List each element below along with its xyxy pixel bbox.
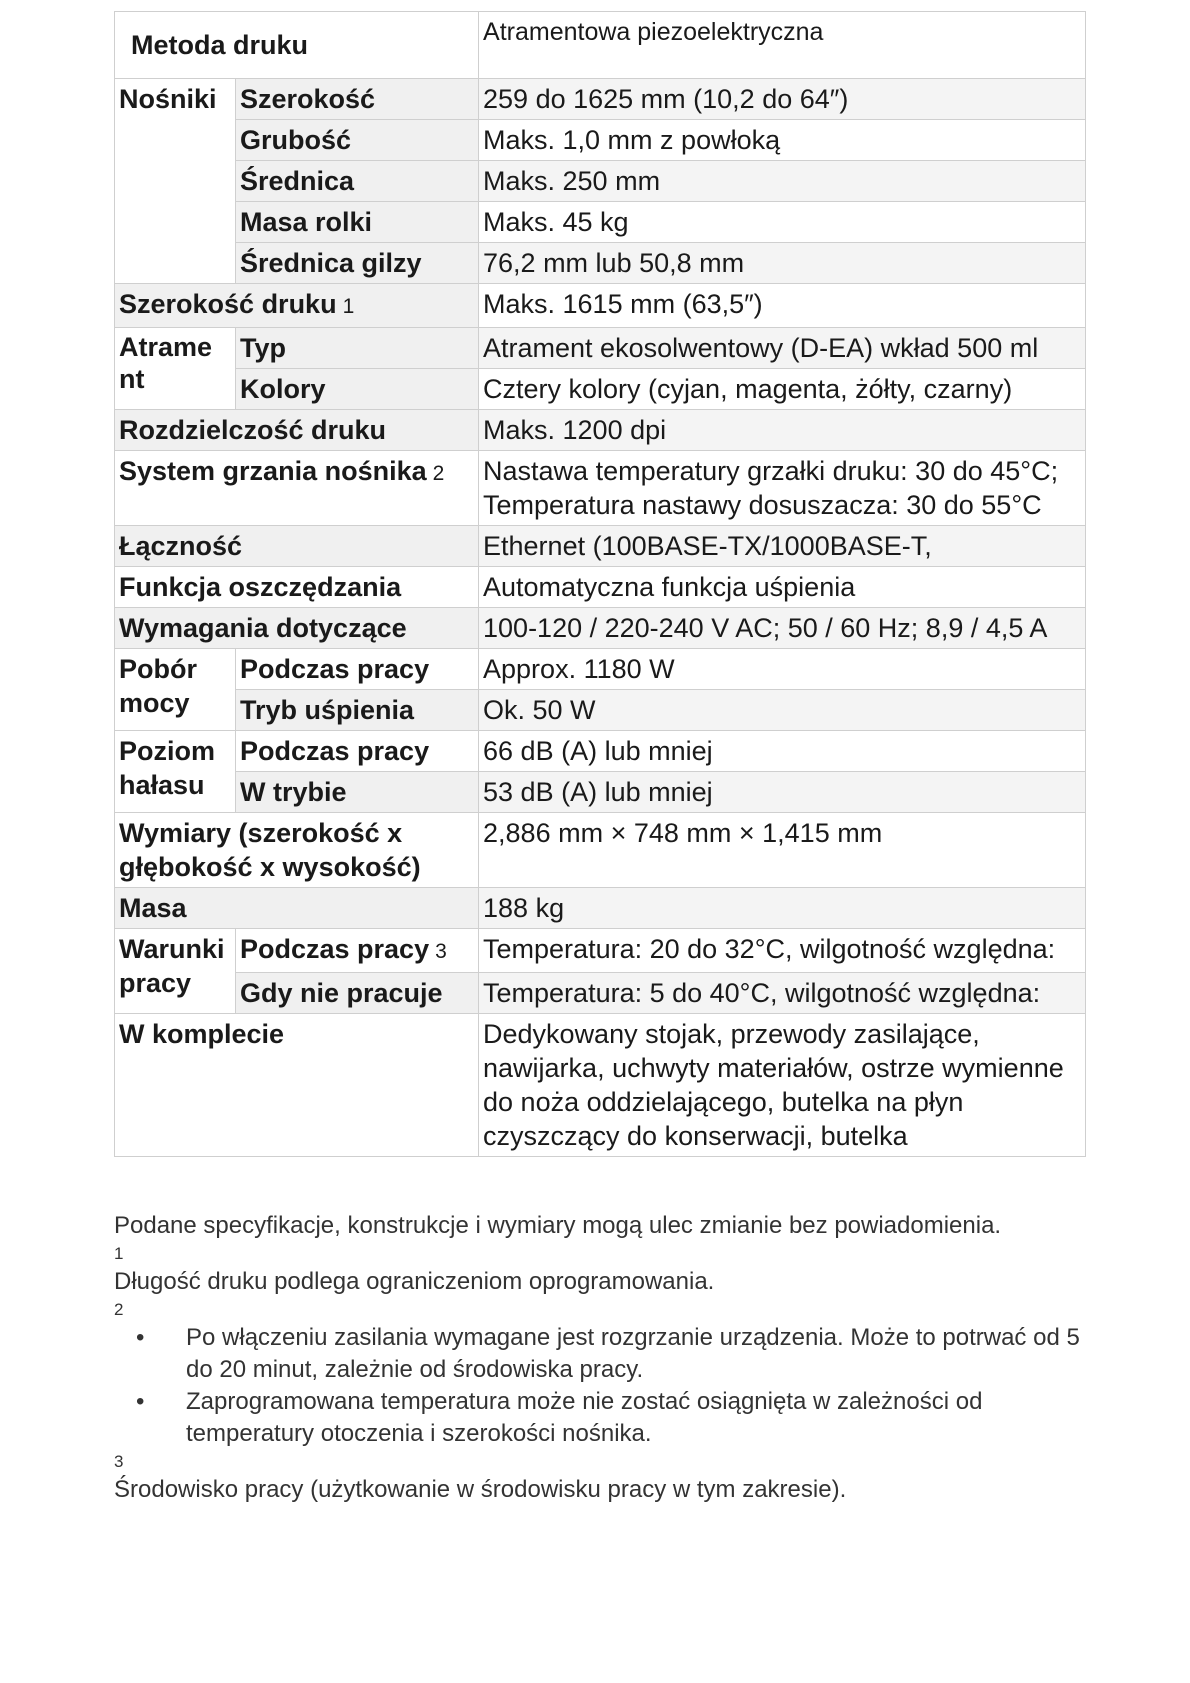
row-value: 53 dB (A) lub mniej xyxy=(479,772,1086,813)
label-text: Podczas pracy xyxy=(240,934,430,964)
row-label xyxy=(115,284,479,328)
row-value: Dedykowany stojak, przewody zasilające, nawijarka, uchwyty materiałów, ostrze wymienne do noża oddzielającego, butelka na płyn czyszczący do konserwacji, butelka xyxy=(479,1014,1086,1157)
row-value: 188 kg xyxy=(479,888,1086,929)
table-row xyxy=(115,410,1086,451)
row-sublabel: Średnica gilzy xyxy=(236,243,479,284)
row-label: Łączność xyxy=(115,526,479,567)
row-value: Temperatura: 20 do 32°C, wilgotność względna: xyxy=(479,929,1086,973)
row-value: Ok. 50 W xyxy=(479,690,1086,731)
row-sublabel xyxy=(236,929,479,973)
table-row xyxy=(115,567,1086,608)
group-label: Atrame nt xyxy=(115,328,236,410)
list-item: • Zaprogramowana temperatura może nie zostać osiągnięta w zależności od temperatury otoczenia i szerokości nośnika. xyxy=(186,1386,1104,1450)
table-row xyxy=(115,120,1086,161)
row-value xyxy=(479,451,1086,526)
table-row xyxy=(115,202,1086,243)
row-sublabel: Gdy nie pracuje xyxy=(236,973,479,1014)
row-value: Atramentowa piezoelektryczna xyxy=(479,12,1086,79)
footnote-1-text: Długość druku podlega ograniczeniom oprogramowania. xyxy=(114,1268,715,1295)
footnotes xyxy=(114,1210,1104,1506)
table-row xyxy=(115,731,1086,772)
row-sublabel: W trybie xyxy=(236,772,479,813)
table-row xyxy=(115,929,1086,973)
row-value: 2,886 mm × 748 mm × 1,415 mm xyxy=(479,813,1086,888)
footnote-2-list xyxy=(114,1322,1104,1450)
group-label: Poziom hałasu xyxy=(115,731,236,813)
table-row xyxy=(115,1014,1086,1157)
value-line: Temperatura nastawy dosuszacza: 30 do 55°C xyxy=(483,490,1042,520)
row-value: Approx. 1180 W xyxy=(479,649,1086,690)
row-value: Atrament ekosolwentowy (D-EA) wkład 500 ml xyxy=(479,328,1086,369)
table-row xyxy=(115,888,1086,929)
footnote-mark: 2 xyxy=(432,462,445,485)
footnote-3-mark: 3 xyxy=(114,1452,124,1471)
row-value: Maks. 250 mm xyxy=(479,161,1086,202)
row-label: Wymagania dotyczące xyxy=(115,608,479,649)
footnote-2-mark: 2 xyxy=(114,1300,124,1319)
table-row xyxy=(115,328,1086,369)
group-label: Warunki pracy xyxy=(115,929,236,1014)
footnote-1-mark: 1 xyxy=(114,1244,124,1263)
row-sublabel: Podczas pracy xyxy=(236,649,479,690)
row-sublabel: Szerokość xyxy=(236,79,479,120)
table-row xyxy=(115,772,1086,813)
table-row xyxy=(115,161,1086,202)
row-sublabel: Typ xyxy=(236,328,479,369)
label-text: System grzania nośnika xyxy=(119,456,427,486)
row-value: 76,2 mm lub 50,8 mm xyxy=(479,243,1086,284)
row-label: W komplecie xyxy=(115,1014,479,1157)
row-value: Maks. 1,0 mm z powłoką xyxy=(479,120,1086,161)
row-value: Maks. 1615 mm (63,5″) xyxy=(479,284,1086,328)
specification-table xyxy=(114,11,1086,1157)
row-sublabel: Podczas pracy xyxy=(236,731,479,772)
footnote-3-text: Środowisko pracy (użytkowanie w środowisku pracy w tym zakresie). xyxy=(114,1476,847,1503)
table-row xyxy=(115,608,1086,649)
row-label: Masa xyxy=(115,888,479,929)
row-label xyxy=(115,451,479,526)
table-row xyxy=(115,79,1086,120)
table-row xyxy=(115,12,1086,79)
notes-intro: Podane specyfikacje, konstrukcje i wymiary mogą ulec zmianie bez powiadomienia. xyxy=(114,1212,1002,1239)
group-label: Nośniki xyxy=(115,79,236,284)
row-label: Rozdzielczość druku xyxy=(115,410,479,451)
row-value: 259 do 1625 mm (10,2 do 64″) xyxy=(479,79,1086,120)
row-value: 100-120 / 220-240 V AC; 50 / 60 Hz; 8,9 / 4,5 A xyxy=(479,608,1086,649)
row-sublabel: Masa rolki xyxy=(236,202,479,243)
list-item: • Po włączeniu zasilania wymagane jest rozgrzanie urządzenia. Może to potrwać od 5 do 20 minut, zależnie od środowiska pracy. xyxy=(186,1322,1104,1386)
row-label: Funkcja oszczędzania xyxy=(115,567,479,608)
footnote-mark: 3 xyxy=(435,940,447,963)
row-value: Temperatura: 5 do 40°C, wilgotność względna: xyxy=(479,973,1086,1014)
row-value: Maks. 45 kg xyxy=(479,202,1086,243)
row-sublabel: Średnica xyxy=(236,161,479,202)
row-label: Metoda druku xyxy=(115,12,479,79)
table-row xyxy=(115,690,1086,731)
table-row xyxy=(115,284,1086,328)
table-row xyxy=(115,526,1086,567)
footnote-mark: 1 xyxy=(342,295,355,318)
table-row xyxy=(115,243,1086,284)
table-row xyxy=(115,369,1086,410)
label-text: Szerokość druku xyxy=(119,289,337,319)
group-label: Pobór mocy xyxy=(115,649,236,731)
row-value: Maks. 1200 dpi xyxy=(479,410,1086,451)
row-sublabel: Grubość xyxy=(236,120,479,161)
row-value: 66 dB (A) lub mniej xyxy=(479,731,1086,772)
table-row xyxy=(115,813,1086,888)
row-sublabel: Kolory xyxy=(236,369,479,410)
row-sublabel: Tryb uśpienia xyxy=(236,690,479,731)
table-row xyxy=(115,451,1086,526)
table-row xyxy=(115,973,1086,1014)
row-value: Ethernet (100BASE-TX/1000BASE-T, xyxy=(479,526,1086,567)
value-line: Nastawa temperatury grzałki druku: 30 do 45°C; xyxy=(483,456,1059,486)
row-label: Wymiary (szerokość x głębokość x wysokość) xyxy=(115,813,479,888)
row-value: Automatyczna funkcja uśpienia xyxy=(479,567,1086,608)
table-row xyxy=(115,649,1086,690)
row-value: Cztery kolory (cyjan, magenta, żółty, czarny) xyxy=(479,369,1086,410)
